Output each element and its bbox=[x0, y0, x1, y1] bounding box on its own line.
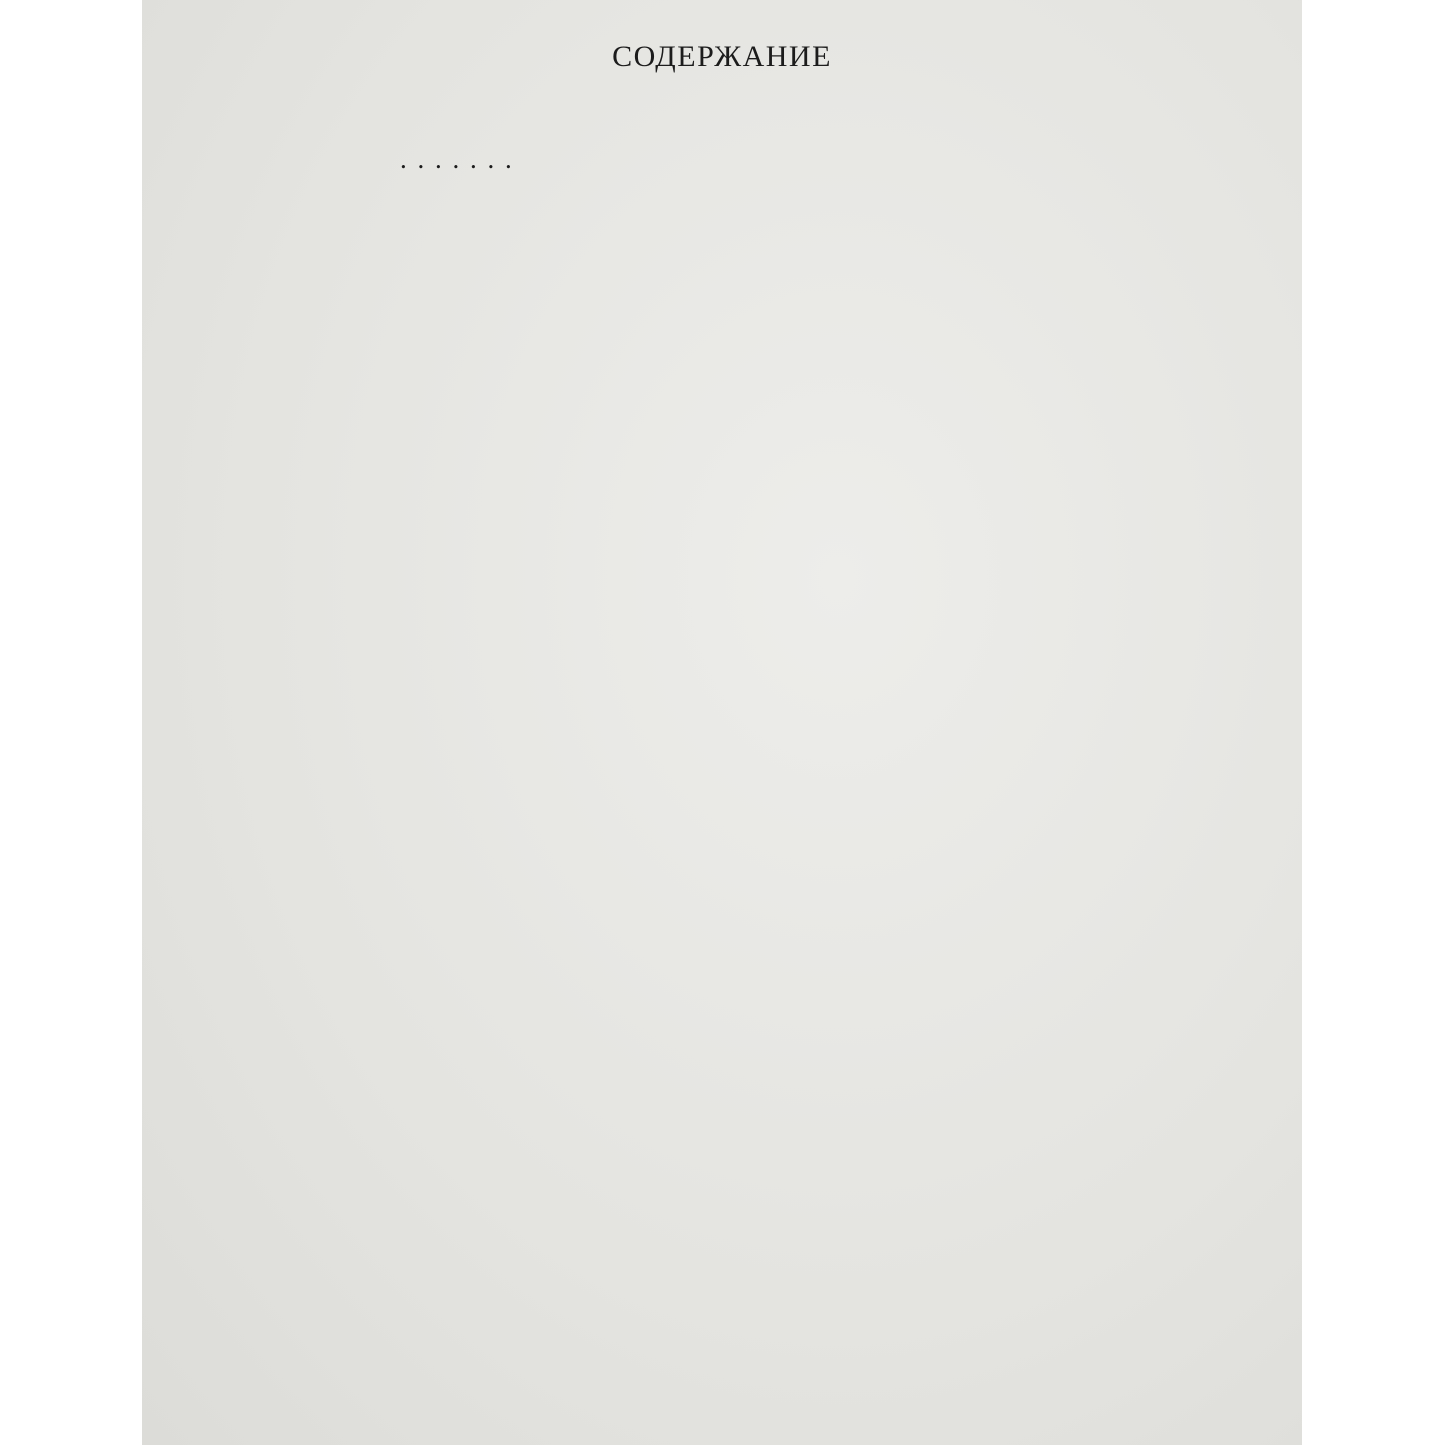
book-page bbox=[142, 0, 1302, 1445]
page-title: СОДЕРЖАНИЕ bbox=[612, 40, 832, 73]
leader-dots: . . . . . . . bbox=[400, 144, 514, 174]
